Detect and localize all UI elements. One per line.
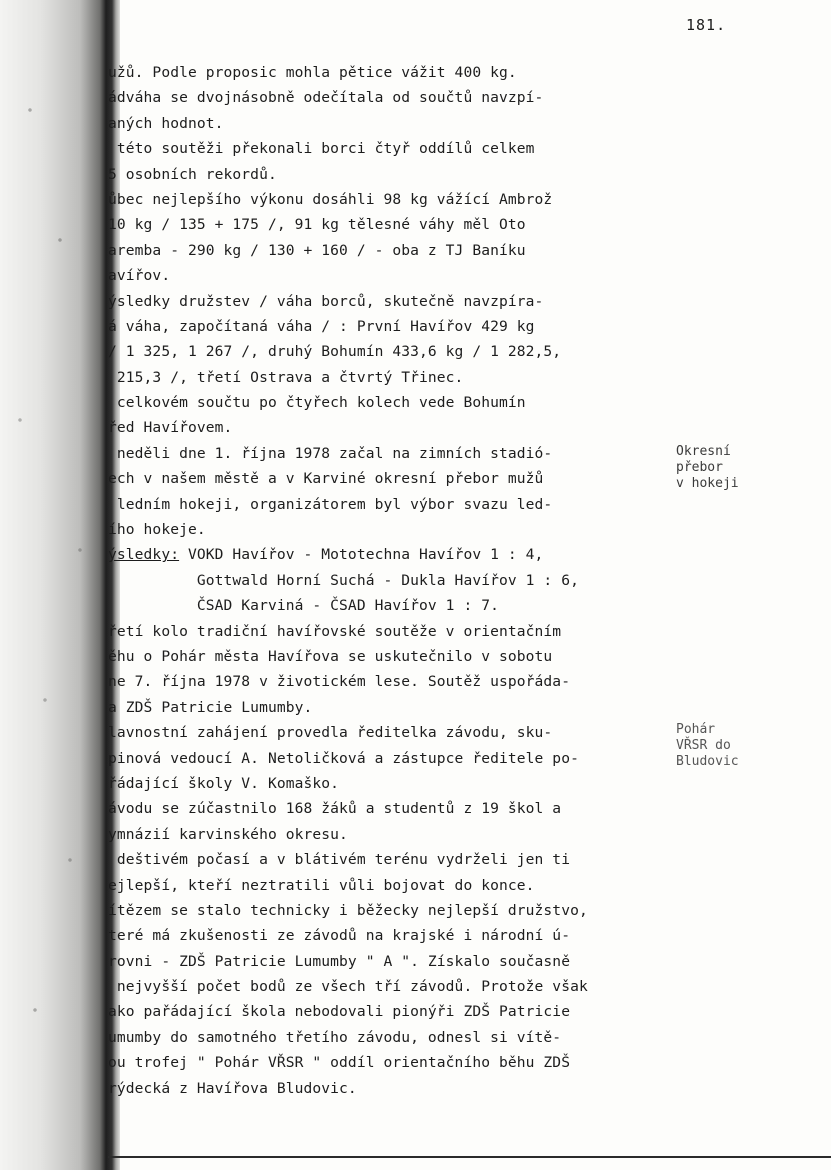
text-line: ne 7. října 1978 v životickém lese. Soutěž uspořáda- xyxy=(108,673,571,691)
text-line: této soutěži překonali borci čtyř oddílů celkem xyxy=(108,140,535,158)
text-line: ledním hokeji, organizátorem byl výbor svazu led- xyxy=(108,495,553,513)
text-line: á váha, započítaná váha / : První Havířov 429 kg xyxy=(108,317,535,335)
text-line: rovni - ZDŠ Patricie Lumumby " A ". Získalo současně xyxy=(108,952,571,970)
text-line: 215,3 /, třetí Ostrava a čtvrtý Třinec. xyxy=(108,368,464,386)
text-line: umumby do samotného třetího závodu, odnesl si vítě- xyxy=(108,1028,562,1046)
text-line: ech v našem městě a v Karviné okresní přebor mužů xyxy=(108,470,544,488)
margin-note-line: Okresní xyxy=(676,444,731,459)
text-line: ako pařádající škola nebodovali pionýři ZDŠ Patricie xyxy=(108,1003,571,1021)
text-line: pinová vedoucí A. Netoličková a zástupce ředitele po- xyxy=(108,749,579,767)
margin-note-line: Pohár xyxy=(676,722,716,737)
margin-note-line: v hokeji xyxy=(676,476,739,491)
bottom-rule xyxy=(108,1156,831,1158)
margin-note-line: VŘSR do xyxy=(676,738,731,753)
text-line: lavnostní zahájení provedla ředitelka závodu, sku- xyxy=(108,724,553,742)
text-line: a ZDŠ Patricie Lumumby. xyxy=(108,698,313,716)
text-line: ěhu o Pohár města Havířova se uskutečnilo v sobotu xyxy=(108,647,553,665)
text-line: rýdecká z Havířova Bludovic. xyxy=(108,1079,357,1097)
text-line: ádváha se dvojnásobně odečítala od součtů navzpí- xyxy=(108,89,544,107)
text-line: ího hokeje. xyxy=(108,521,206,539)
text-line: ou trofej " Pohár VŘSR " oddíl orientačního běhu ZDŠ xyxy=(108,1054,571,1072)
text-line: neděli dne 1. října 1978 začal na zimních stadió- xyxy=(108,444,553,462)
text-line: ítězem se stalo technicky i běžecky nejlepší družstvo, xyxy=(108,901,588,919)
text-line: 5 osobních rekordů. xyxy=(108,165,277,183)
text-line: nejvyšší počet bodů ze všech tří závodů. Protože však xyxy=(108,978,588,996)
text-line: ejlepší, kteří neztratili vůli bojovat do konce. xyxy=(108,876,535,894)
margin-note-line: Bludovic xyxy=(676,754,739,769)
text-line: řed Havířovem. xyxy=(108,419,233,437)
typewritten-body xyxy=(108,60,678,1101)
text-line: ČSAD Karviná - ČSAD Havířov 1 : 7. xyxy=(108,597,499,615)
text-line: / 1 325, 1 267 /, druhý Bohumín 433,6 kg / 1 282,5, xyxy=(108,343,562,361)
page-number: 181. xyxy=(686,16,727,34)
text-line: deštivém počasí a v blátivém terénu vydrželi jen ti xyxy=(108,851,571,869)
text-line: užů. Podle proposic mohla pětice vážit 400 kg. xyxy=(108,64,517,81)
text-line: teré má zkušenosti ze závodů na krajské i národní ú- xyxy=(108,927,571,945)
results-heading-line: ýsledky: VOKD Havířov - Mototechna Havířov 1 : 4, xyxy=(108,546,544,564)
text-line: celkovém součtu po čtyřech kolech vede Bohumín xyxy=(108,394,526,412)
text-line: řádající školy V. Komaško. xyxy=(108,774,340,792)
text-line: Gottwald Horní Suchá - Dukla Havířov 1 : 6, xyxy=(108,571,579,589)
text-line: ýsledky družstev / váha borců, skutečně navzpíra- xyxy=(108,292,544,310)
text-line: aremba - 290 kg / 130 + 160 / - oba z TJ Baníku xyxy=(108,241,526,259)
text-line: avířov. xyxy=(108,267,171,285)
margin-note-line: přebor xyxy=(676,460,723,475)
text-line: aných hodnot. xyxy=(108,114,224,132)
text-line: ávodu se zúčastnilo 168 žáků a studentů z 19 škol a xyxy=(108,800,562,818)
text-line: ymnázií karvinského okresu. xyxy=(108,825,348,843)
text-line: 10 kg / 135 + 175 /, 91 kg tělesné váhy měl Oto xyxy=(108,216,526,234)
text-line: řetí kolo tradiční havířovské soutěže v orientačním xyxy=(108,622,562,640)
margin-note-trophy xyxy=(676,722,776,770)
margin-note-hockey xyxy=(676,444,776,492)
scan-speckle xyxy=(0,0,104,1170)
text-line: ůbec nejlepšího výkonu dosáhli 98 kg vážící Ambrož xyxy=(108,190,553,208)
results-label: ýsledky: xyxy=(108,546,180,564)
